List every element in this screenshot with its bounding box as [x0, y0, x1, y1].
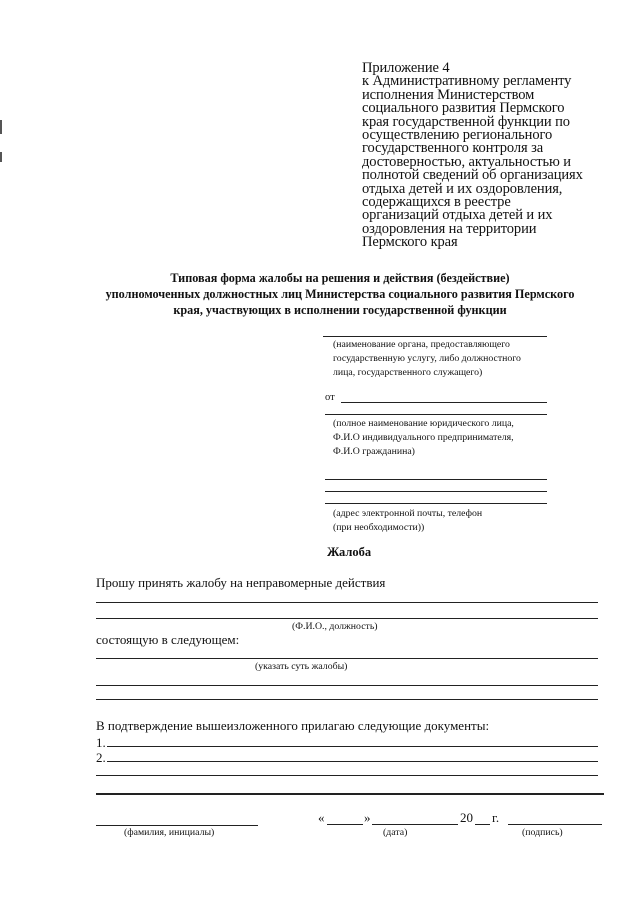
- organ-hint-line: лица, государственного служащего): [333, 367, 483, 378]
- request-text: Прошу принять жалобу на неправомерные действия: [96, 575, 386, 590]
- essence-field-line[interactable]: [96, 685, 598, 686]
- title-line: Типовая форма жалобы на решения и действия (бездействие): [170, 271, 510, 285]
- title-line: края, участвующих в исполнении государственной функции: [173, 303, 507, 317]
- complaint-heading: Жалоба: [327, 545, 372, 559]
- name-hint: (фамилия, инициалы): [124, 827, 215, 838]
- section-divider: [96, 793, 604, 795]
- appendix-line: организаций отдыха детей и их: [362, 207, 553, 224]
- date-month-field[interactable]: [372, 824, 458, 825]
- fio-hint: (Ф.И.О., должность): [292, 621, 378, 632]
- from-field-line[interactable]: [341, 402, 547, 403]
- scan-edge-mark: [0, 152, 2, 162]
- appendix-line: социального развития Пермского: [362, 100, 565, 117]
- attachment-field-3[interactable]: [96, 775, 598, 776]
- offender-field-line[interactable]: [96, 602, 598, 603]
- offender-field-line[interactable]: [96, 618, 598, 619]
- essence-hint: (указать суть жалобы): [255, 661, 348, 672]
- address-field-line[interactable]: [325, 503, 547, 504]
- essence-field-line[interactable]: [96, 699, 598, 700]
- date-year-field[interactable]: [475, 824, 490, 825]
- date-day-field[interactable]: [327, 824, 363, 825]
- address-field-line[interactable]: [325, 479, 547, 480]
- appendix-block: [362, 62, 612, 250]
- from-label: от: [325, 392, 335, 403]
- date-hint: (дата): [383, 827, 408, 838]
- contact-hint-line: (адрес электронной почты, телефон: [333, 508, 483, 519]
- contact-hint-line: (при необходимости)): [333, 522, 425, 533]
- signature-field-line[interactable]: [508, 824, 602, 825]
- appendix-line: Приложение 4: [362, 60, 450, 76]
- appendix-line: государственного контроля за: [362, 140, 544, 157]
- date-open-quote: «: [318, 810, 325, 825]
- from-field-line-2[interactable]: [325, 414, 547, 415]
- appendix-line: края государственной функции по: [362, 113, 570, 130]
- title-line: уполномоченных должностных лиц Министерства социального развития Пермского: [105, 287, 575, 301]
- scan-edge-mark: [0, 120, 2, 134]
- form-title: [60, 270, 620, 318]
- appendix-line: к Административному регламенту: [362, 73, 572, 90]
- consisting-text: состоящую в следующем:: [96, 632, 240, 647]
- attachments-text: В подтверждение вышеизложенного прилагаю следующие документы:: [96, 718, 490, 733]
- date-close-quote: »: [364, 810, 371, 825]
- appendix-line: достоверностью, актуальностью и: [362, 153, 571, 170]
- sender-hint-line: Ф.И.О гражданина): [333, 446, 415, 457]
- appendix-line: отдыха детей и их оздоровления,: [362, 180, 563, 197]
- appendix-line: оздоровления на территории: [362, 220, 537, 237]
- attachment-number-1: 1.: [96, 735, 106, 750]
- sender-hint-line: (полное наименование юридического лица,: [333, 418, 514, 429]
- appendix-line: полнотой сведений об организациях: [362, 167, 583, 184]
- address-field-line[interactable]: [325, 491, 547, 492]
- organ-field-line[interactable]: [323, 336, 547, 337]
- sender-hint-line: Ф.И.О индивидуального предпринимателя,: [333, 432, 514, 443]
- essence-field-line[interactable]: [96, 658, 598, 659]
- organ-hint-line: государственную услугу, либо должностного: [333, 353, 521, 364]
- year-prefix: 20: [460, 810, 473, 825]
- signature-hint: (подпись): [522, 827, 563, 838]
- attachment-field-1[interactable]: [107, 746, 598, 747]
- appendix-line: осуществлению регионального: [362, 127, 553, 144]
- attachment-number-2: 2.: [96, 750, 106, 765]
- appendix-line: исполнения Министерством: [362, 86, 535, 103]
- attachment-field-2[interactable]: [107, 761, 598, 762]
- appendix-line: содержащихся в реестре: [362, 194, 511, 211]
- year-suffix: г.: [492, 810, 500, 825]
- organ-hint-line: (наименование органа, предоставляющего: [333, 339, 510, 350]
- appendix-line: Пермского края: [362, 234, 458, 251]
